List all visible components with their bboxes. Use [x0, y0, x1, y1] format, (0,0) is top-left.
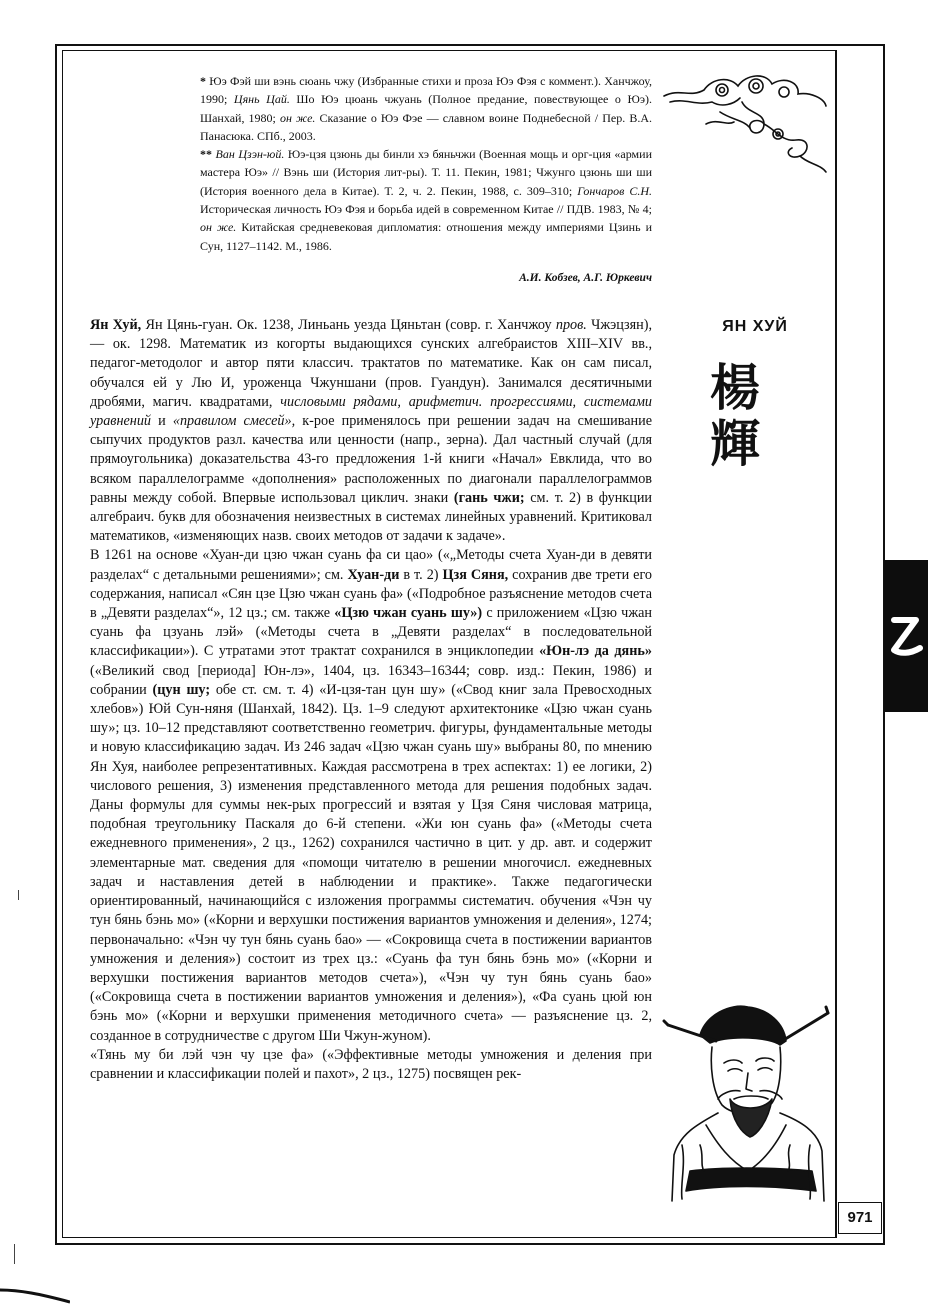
text-run: «Тянь му би лэй чэн чу цзе фа» («Эффективные методы умножения и деления при сравнении и классификации полей и пахот», 2 цз., 1275) посвящен рек- [90, 1046, 652, 1082]
footnote-mark: * [200, 74, 206, 88]
text-run: Чжэцзян), — ок. 1298. Математик из когорты выдающихся сунских алгебраистов XIII–XIV вв., педагог-методолог и автор пяти классич. трактатов по математике. Как он сам писал, обучался ей у Лю И, уроженца Чжуншани (пров. Гуандун). Занимался десятичными дробями, магич. квадратами, [90, 317, 653, 410]
cross-reference: (цун шу; [152, 681, 211, 698]
page-number: 971 [838, 1202, 882, 1234]
text-run: сохранив две трети его содержания, написал «Сян цзе Цзю чжан суань фа» («Подробное разъяснение методов счета в „Девяти разделах“», 12 цз.; см. также [90, 566, 652, 622]
article-body [90, 316, 652, 1084]
text-run: В 1261 на основе «Хуан-ди цзю чжан суань фа си цао» («„Методы счета Хуан-ди в девяти разделах“ с детальными решениями»; см. [90, 547, 652, 583]
tab-glyph-icon [884, 598, 928, 668]
footnote-1 [200, 72, 652, 145]
footnote-text: Шо Юэ цюань чжуань (Полное предание, повествующее о Юэ). Шанхай, 1980; [200, 92, 652, 125]
text-run: Ян Цянь-гуан. Ок. 1238, Линьань уезда Цяньтан (совр. г. Ханчжоу [145, 317, 552, 333]
footnote-text: Юэ-цзя цзюнь ды бинли хэ бяньчжи (Военная мощь и орг-ция «армии мастера Юэ» // Вэнь ши (История лит-ры). Т. 11. Пекин, 1981; Чжунго цзюнь ши ши (История военного дела в Китае). Т. 2, ч. 2. Пекин, 1988, с. 309–310; [200, 147, 652, 198]
footnote-text: Историческая личность Юэ Фэя и борьба идей в современном Китае // ПДВ. 1983, № 4; [200, 202, 652, 217]
cloud-ornament-icon [660, 68, 830, 178]
text-run: и [158, 413, 166, 430]
headword: Ян Хуй, [90, 317, 142, 333]
margin-rule [836, 50, 837, 1238]
scan-artifact [18, 890, 19, 900]
footnote-mark: ** [200, 147, 212, 162]
paragraph [90, 316, 652, 546]
footnotes [200, 72, 652, 255]
text-run: обе ст. см. т. 4) «И-цзя-тан цун шу» («Свод книг зала Превосходных хлебов») Юй Сун-няня (Шанхай, 1842). Цз. 1–9 следуют архитектонике «Цзю чжан суань шу»; цз. 10–12 представляют соответственно геометрич. фигуры, фундаментальные методы и новую классификацию задач. Из 246 задач «Цзю чжан суань шу» выбраны 80, по мнению Ян Хуя, наиболее репрезентативных. Каждая рассмотрена в трех аспектах: 1) ее логики, 2) числового решения, 3) изменения представленного метода для решения подобных задач. Даны формулы для суммы нек-рых прогрессий и взятая у Цзя Сяня числовая матрица, подобная треугольнику Паскаля до 6-й степени. «Жи юн суань фа» («Методы счета ежедневного применения», 2 цз., 1262) сохранился частично в цит. у др. авт. и содержит элементарные мат. сведения для «помощи читателю в решении многочисл. ежедневных задач и наставления детей в наблюдении и практике». Также педагогически ориентированный, начинающийся с изложения программы систематич. обучения «Чэн чу тун бянь бэнь мо» («Корни и верхушки постижения вариантов умножения и деления», 1274; первоначально: «Чэн чу тун бянь суань бао» — «Сокровища счета в постижении вариантов умножения и деления») состоит из трех цз.: «Суань фа тун бянь бэнь мо» («Корни и верхушки постижения вариантов методов счета»), «Чэн чу тун бянь суань бао» («Сокровища счета в постижении вариантов умножения и деления»), «Фа суань цюй юн бэнь мо» («Корни и верхушки применения методичного счета» — разъяснение цз. 2, созданное в сотрудничестве с другом Ши Чжун-жуном). [90, 681, 653, 1044]
cross-reference: (гань чжи; [453, 489, 525, 506]
text-run: см. т. 2) в функции алгебраич. букв для обозначения неизвестных в системах линейных уравнений. Критиковал математиков, «изменяющих назв. своих методов от задачи к задаче». [90, 489, 652, 545]
cross-reference: «Цзю чжан суань шу») [334, 605, 483, 622]
article-authors: А.И. Кобзев, А.Г. Юркевич [519, 272, 652, 284]
cross-reference: Цзя Сяня, [442, 566, 509, 583]
footnote-text: Юэ Фэй ши вэнь сюань чжу (Избранные стихи и проза Юэ Фэя с коммент.). Ханчжоу, 1990; [200, 74, 653, 107]
hanzi-char: 輝 [710, 414, 760, 473]
portrait-illustration [660, 995, 830, 1205]
footnote-author: Цянь Цай. [233, 92, 290, 107]
text-run: («Великий свод [периода] Юн-лэ», 1404, цз. 16343–16344; совр. изд.: Пекин, 1986) и собрании [90, 662, 652, 698]
footnote-text: Китайская средневековая дипломатия: отношения между империями Цзинь и Сун, 1127–1142. М., 1986. [200, 220, 652, 253]
cross-reference: Хуан-ди [347, 566, 400, 583]
footnote-author: он же. [280, 110, 316, 125]
text-run: к-рое применялось при решении задач на смешивание сыпучих продуктов разл. качества или ценности (напр., зерна). Дал частный случай (для прямоугольника) доказательства 43-го предложения 1-й книги «Начал» Евклида, что во всяком параллелограмме «дополнения» расположенных по диагонали параллелограммов равны между собой. Впервые использовал циклич. знаки [90, 413, 653, 506]
footnote-author: Гончаров С.Н. [577, 183, 653, 198]
hanzi-char: 楊 [710, 358, 760, 417]
text-run: с приложением «Цзю чжан суань фа цзуань лэй» («Методы счета в „Девяти разделах“ в последовательной классификации»). С утратами этот трактат сохранился в энциклопедии [90, 605, 653, 660]
text-run: в т. 2) [403, 566, 439, 583]
text-run: числовыми рядами, арифметич. прогрессиями, системами уравнений [90, 393, 653, 430]
paragraph [90, 1046, 652, 1084]
paragraph [90, 546, 652, 1045]
scan-artifact [14, 1244, 15, 1264]
cross-reference: «Юн-лэ да дянь» [539, 643, 653, 660]
entry-title: ЯН ХУЙ [722, 318, 788, 335]
footnote-author: Ван Цзэн-юй. [215, 147, 285, 162]
footnote-author: он же. [200, 220, 237, 235]
text-run: «правилом смесей», [172, 413, 296, 430]
entry-hanzi [703, 360, 767, 472]
scan-artifact [0, 1280, 70, 1304]
footnote-text: Сказание о Юэ Фэе — славном воине Поднебесной / Пер. В.А. Панасюка. СПб., 2003. [200, 110, 652, 143]
footnote-2 [200, 145, 652, 255]
text-run: пров. [555, 317, 587, 333]
